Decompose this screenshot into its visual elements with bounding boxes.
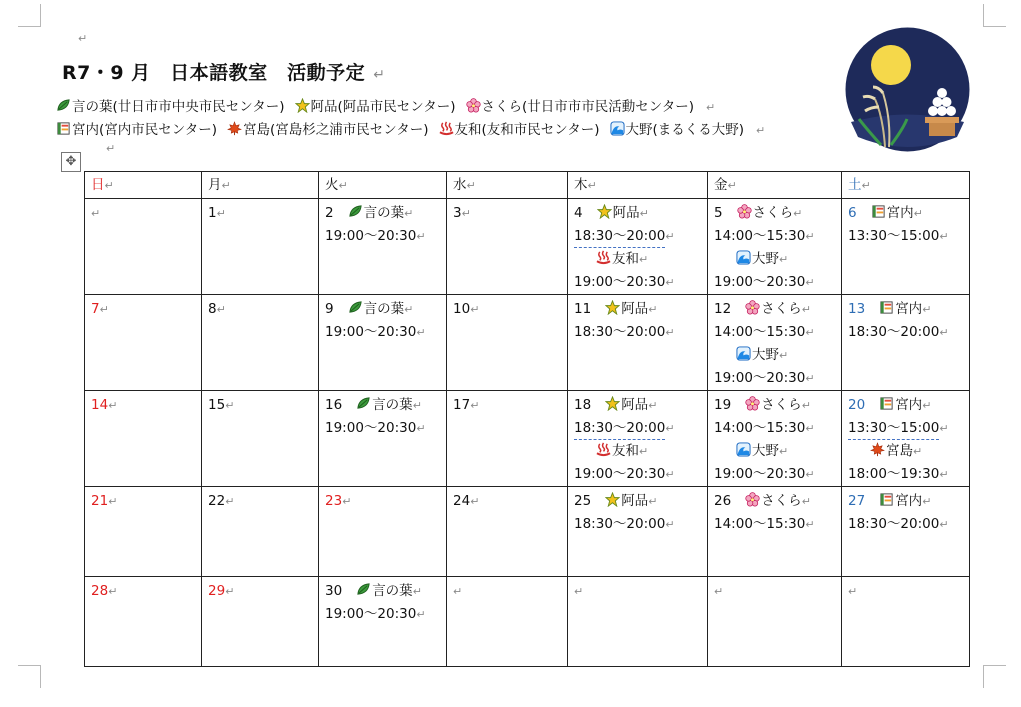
paragraph-mark: ↵ (574, 585, 584, 598)
paragraph-mark: ↵ (805, 518, 815, 531)
day-cell[interactable] (568, 487, 708, 577)
day-cell[interactable] (319, 391, 447, 487)
paragraph-mark: ↵ (225, 495, 235, 508)
class-name: 宮内 (895, 397, 923, 413)
paragraph-mark: ↵ (939, 468, 949, 481)
paragraph-mark: ↵ (805, 372, 815, 385)
weekday-header (842, 172, 970, 199)
day-cell[interactable] (842, 487, 970, 577)
weekday-label: 金 (714, 177, 728, 193)
paragraph-mark: ↵ (225, 585, 235, 598)
weekday-label: 日 (91, 177, 105, 193)
paragraph-mark: ↵ (225, 399, 235, 412)
paragraph-mark: ↵ (913, 207, 923, 220)
day-cell[interactable] (85, 487, 202, 577)
paragraph-mark: ↵ (848, 585, 858, 598)
day-number: 30 (325, 583, 343, 599)
paragraph-mark: ↵ (639, 253, 649, 266)
day-number: 15 (208, 397, 226, 413)
class-name: 阿品 (621, 493, 649, 509)
maple-leaf-icon (227, 121, 242, 136)
paragraph-mark: ↵ (805, 422, 815, 435)
sakura-icon (745, 396, 760, 411)
class-name: さくら (761, 493, 802, 509)
weekday-header-row (85, 172, 970, 199)
weekday-label: 土 (848, 177, 862, 193)
book-icon (879, 396, 894, 411)
day-number: 22 (208, 493, 226, 509)
weekday-header (202, 172, 319, 199)
class-time: 19:00～20:30 (574, 274, 666, 290)
day-number: 6 (848, 205, 857, 221)
maple-leaf-icon (870, 442, 885, 457)
paragraph-mark: ↵ (412, 585, 422, 598)
paragraph-mark: ↵ (714, 585, 724, 598)
week-row (85, 391, 970, 487)
day-cell[interactable] (319, 487, 447, 577)
legend-label: 言の葉(廿日市市中央市民センター) (72, 99, 285, 115)
day-cell[interactable] (85, 391, 202, 487)
class-name: 大野 (752, 443, 779, 459)
paragraph-mark: ↵ (106, 142, 116, 155)
paragraph-mark: ↵ (216, 303, 226, 316)
day-number: 14 (91, 397, 109, 413)
star-icon (605, 300, 620, 315)
legend-label: 阿品(阿品市民センター) (310, 99, 456, 115)
class-time: 19:00～20:30 (325, 228, 417, 244)
day-number: 5 (714, 205, 723, 221)
day-number: 25 (574, 493, 592, 509)
paragraph-mark: ↵ (913, 445, 923, 458)
class-time: 18:30～20:00 (574, 228, 666, 244)
day-number: 9 (325, 301, 334, 317)
crop-mark-bottom-left (18, 665, 41, 688)
class-time: 14:00～15:30 (714, 324, 806, 340)
day-cell[interactable] (568, 295, 708, 391)
wave-icon (736, 346, 751, 361)
day-cell[interactable] (568, 199, 708, 295)
star-icon (605, 492, 620, 507)
paragraph-mark: ↵ (665, 276, 675, 289)
day-cell[interactable] (447, 199, 568, 295)
paragraph-mark: ↵ (939, 230, 949, 243)
weekday-header (447, 172, 568, 199)
sakura-icon (745, 300, 760, 315)
paragraph-mark: ↵ (922, 303, 932, 316)
paragraph-mark: ↵ (648, 303, 658, 316)
day-number: 12 (714, 301, 732, 317)
book-icon (56, 121, 71, 136)
day-cell[interactable] (85, 199, 202, 295)
class-name: 宮島 (886, 443, 913, 459)
paragraph-mark: ↵ (342, 495, 352, 508)
legend-item (466, 99, 695, 115)
calendar-table (84, 171, 970, 667)
day-cell[interactable] (447, 487, 568, 577)
class-name: 友和 (612, 251, 639, 267)
day-cell[interactable] (708, 577, 842, 667)
wave-icon (610, 121, 625, 136)
class-time: 19:00～20:30 (714, 370, 806, 386)
day-cell[interactable] (85, 577, 202, 667)
leaf-icon (348, 300, 363, 315)
paragraph-mark: ↵ (416, 326, 426, 339)
paragraph-mark: ↵ (939, 326, 949, 339)
day-number: 23 (325, 493, 343, 509)
paragraph-mark: ↵ (801, 399, 811, 412)
paragraph-mark: ↵ (793, 207, 803, 220)
paragraph-mark: ↵ (104, 179, 114, 192)
class-name: 友和 (612, 443, 639, 459)
book-icon (879, 300, 894, 315)
class-name: 言の葉 (363, 301, 405, 317)
onsen-icon (596, 442, 611, 457)
paragraph-mark: ↵ (470, 495, 480, 508)
legend-label: 宮内(宮内市民センター) (72, 122, 217, 138)
paragraph-mark: ↵ (412, 399, 422, 412)
class-name: 阿品 (621, 397, 649, 413)
paragraph-mark: ↵ (416, 230, 426, 243)
weekday-label: 火 (325, 177, 339, 193)
day-cell[interactable] (568, 577, 708, 667)
day-cell[interactable] (708, 295, 842, 391)
legend-item (56, 99, 285, 115)
legend-label: さくら(廿日市市市民活動センター) (481, 99, 694, 115)
paragraph-mark: ↵ (706, 101, 716, 114)
star-icon (605, 396, 620, 411)
legend-row-1[interactable] (56, 95, 715, 115)
paragraph-mark: ↵ (587, 179, 597, 192)
day-cell[interactable] (319, 577, 447, 667)
paragraph-mark: ↵ (466, 179, 476, 192)
paragraph-mark: ↵ (805, 468, 815, 481)
day-cell[interactable] (842, 391, 970, 487)
class-time: 19:00～20:30 (714, 466, 806, 482)
legend-label: 大野(まるくる大野) (625, 122, 745, 138)
paragraph-mark: ↵ (805, 326, 815, 339)
class-time: 19:00～20:30 (325, 324, 417, 340)
crop-mark-top-right (983, 4, 1006, 27)
table-move-handle[interactable]: ✥ (61, 152, 81, 172)
paragraph-mark: ↵ (91, 207, 101, 220)
leaf-icon (348, 204, 363, 219)
day-number: 2 (325, 205, 334, 221)
paragraph-mark: ↵ (470, 303, 480, 316)
leaf-icon (56, 98, 71, 113)
day-number: 28 (91, 583, 109, 599)
class-name: 阿品 (621, 301, 649, 317)
day-number: 29 (208, 583, 226, 599)
day-cell[interactable] (202, 295, 319, 391)
day-cell[interactable] (568, 391, 708, 487)
class-name: 宮内 (895, 493, 923, 509)
weekday-label: 木 (574, 177, 588, 193)
paragraph-mark: ↵ (665, 326, 675, 339)
paragraph-mark: ↵ (108, 495, 118, 508)
day-number: 16 (325, 397, 343, 413)
day-number: 20 (848, 397, 866, 413)
day-number: 10 (453, 301, 471, 317)
class-name: 大野 (752, 251, 779, 267)
paragraph-mark: ↵ (805, 230, 815, 243)
class-time: 19:00～20:30 (574, 466, 666, 482)
class-time: 18:30～20:00 (574, 324, 666, 340)
class-name: 阿品 (612, 205, 640, 221)
class-name: 言の葉 (372, 397, 413, 413)
paragraph-mark: ↵ (416, 608, 426, 621)
paragraph-mark: ↵ (453, 585, 463, 598)
weekday-header (708, 172, 842, 199)
class-name: 宮内 (895, 301, 923, 317)
paragraph-mark: ↵ (727, 179, 737, 192)
class-time: 19:00～20:30 (325, 606, 417, 622)
paragraph-mark: ↵ (665, 518, 675, 531)
paragraph-mark: ↵ (639, 445, 649, 458)
day-number: 26 (714, 493, 732, 509)
legend-row-2[interactable] (56, 118, 765, 138)
wave-icon (736, 442, 751, 457)
page-title[interactable] (62, 58, 385, 85)
paragraph-mark: ↵ (779, 349, 789, 362)
day-number: 4 (574, 205, 583, 221)
leaf-icon (356, 582, 371, 597)
paragraph-mark: ↵ (639, 207, 649, 220)
day-number: 7 (91, 301, 100, 317)
legend-item (610, 122, 745, 138)
class-name: 言の葉 (363, 205, 405, 221)
sakura-icon (745, 492, 760, 507)
moon-viewing-icon (845, 27, 970, 152)
book-icon (871, 204, 886, 219)
day-cell[interactable] (842, 199, 970, 295)
paragraph-mark: ↵ (665, 422, 675, 435)
paragraph-mark: ↵ (404, 303, 414, 316)
paragraph-mark: ↵ (665, 468, 675, 481)
book-icon (879, 492, 894, 507)
class-time: 18:30～20:00 (848, 324, 940, 340)
star-icon (597, 204, 612, 219)
day-cell[interactable] (708, 391, 842, 487)
paragraph-mark: ↵ (416, 422, 426, 435)
title-text: R7・9 月 日本語教室 活動予定 (62, 62, 366, 84)
weekday-header (319, 172, 447, 199)
day-number: 8 (208, 301, 217, 317)
class-time: 14:00～15:30 (714, 228, 806, 244)
paragraph-mark: ↵ (939, 518, 949, 531)
day-cell[interactable] (708, 487, 842, 577)
legend-item (56, 122, 217, 138)
weekday-header (568, 172, 708, 199)
day-cell[interactable] (319, 295, 447, 391)
class-name: 宮内 (886, 205, 914, 221)
sakura-icon (466, 98, 481, 113)
day-cell[interactable] (447, 577, 568, 667)
paragraph-mark: ↵ (779, 445, 789, 458)
paragraph-mark: ↵ (665, 230, 675, 243)
day-cell[interactable] (842, 577, 970, 667)
day-number: 11 (574, 301, 592, 317)
class-time: 14:00～15:30 (714, 420, 806, 436)
paragraph-mark: ↵ (99, 303, 109, 316)
day-cell[interactable] (202, 577, 319, 667)
star-icon (295, 98, 310, 113)
day-cell[interactable] (447, 295, 568, 391)
paragraph-mark: ↵ (648, 495, 658, 508)
paragraph-mark: ↵ (108, 399, 118, 412)
day-cell[interactable] (319, 199, 447, 295)
day-number: 19 (714, 397, 732, 413)
paragraph-mark: ↵ (470, 399, 480, 412)
legend-item (439, 122, 600, 138)
onsen-icon (439, 121, 454, 136)
paragraph-mark: ↵ (805, 276, 815, 289)
class-time: 18:30～20:00 (848, 516, 940, 532)
paragraph-mark: ↵ (108, 585, 118, 598)
crop-mark-bottom-right (983, 665, 1006, 688)
day-number: 1 (208, 205, 217, 221)
paragraph-mark: ↵ (338, 179, 348, 192)
day-number: 18 (574, 397, 592, 413)
crop-mark-top-left (18, 4, 41, 27)
paragraph-mark: ↵ (801, 495, 811, 508)
class-time: 18:00～19:30 (848, 466, 940, 482)
weekday-header (85, 172, 202, 199)
onsen-icon (596, 250, 611, 265)
week-row (85, 577, 970, 667)
weekday-label: 水 (453, 177, 467, 193)
class-name: さくら (752, 205, 794, 221)
class-name: さくら (761, 397, 802, 413)
class-time: 18:30～20:00 (574, 516, 666, 532)
day-cell[interactable] (447, 391, 568, 487)
day-cell[interactable] (85, 295, 202, 391)
paragraph-mark: ↵ (756, 124, 766, 137)
day-cell[interactable] (202, 391, 319, 487)
class-time: 18:30～20:00 (574, 420, 666, 436)
class-name: 大野 (752, 347, 779, 363)
class-name: さくら (761, 301, 802, 317)
legend-item (295, 99, 456, 115)
paragraph-mark: ↵ (221, 179, 231, 192)
paragraph-mark: ↵ (216, 207, 226, 220)
paragraph-mark: ↵ (461, 207, 471, 220)
week-row (85, 487, 970, 577)
paragraph-mark: ↵ (861, 179, 871, 192)
legend-label: 友和(友和市民センター) (454, 122, 600, 138)
day-cell[interactable] (202, 199, 319, 295)
day-number: 3 (453, 205, 462, 221)
week-row (85, 199, 970, 295)
day-number: 24 (453, 493, 471, 509)
paragraph-mark: ↵ (922, 399, 932, 412)
day-cell[interactable] (842, 295, 970, 391)
day-number: 17 (453, 397, 471, 413)
day-number: 13 (848, 301, 866, 317)
day-number: 27 (848, 493, 866, 509)
class-time: 19:00～20:30 (325, 420, 417, 436)
day-cell[interactable] (708, 199, 842, 295)
paragraph-mark: ↵ (801, 303, 811, 316)
day-cell[interactable] (202, 487, 319, 577)
paragraph-mark: ↵ (404, 207, 414, 220)
leaf-icon (356, 396, 371, 411)
weekday-label: 月 (208, 177, 222, 193)
legend-label: 宮島(宮島杉之浦市民センター) (243, 122, 429, 138)
class-time: 13:30～15:00 (848, 228, 940, 244)
class-time: 19:00～20:30 (714, 274, 806, 290)
paragraph-mark: ↵ (939, 422, 949, 435)
class-time: 14:00～15:30 (714, 516, 806, 532)
paragraph-mark: ↵ (373, 67, 386, 83)
week-row (85, 295, 970, 391)
legend-item (227, 122, 429, 138)
class-time: 13:30～15:00 (848, 420, 940, 436)
paragraph-mark: ↵ (922, 495, 932, 508)
sakura-icon (737, 204, 752, 219)
paragraph-mark: ↵ (78, 32, 88, 45)
paragraph-mark: ↵ (648, 399, 658, 412)
wave-icon (736, 250, 751, 265)
day-number: 21 (91, 493, 109, 509)
paragraph-mark: ↵ (779, 253, 789, 266)
class-name: 言の葉 (372, 583, 413, 599)
